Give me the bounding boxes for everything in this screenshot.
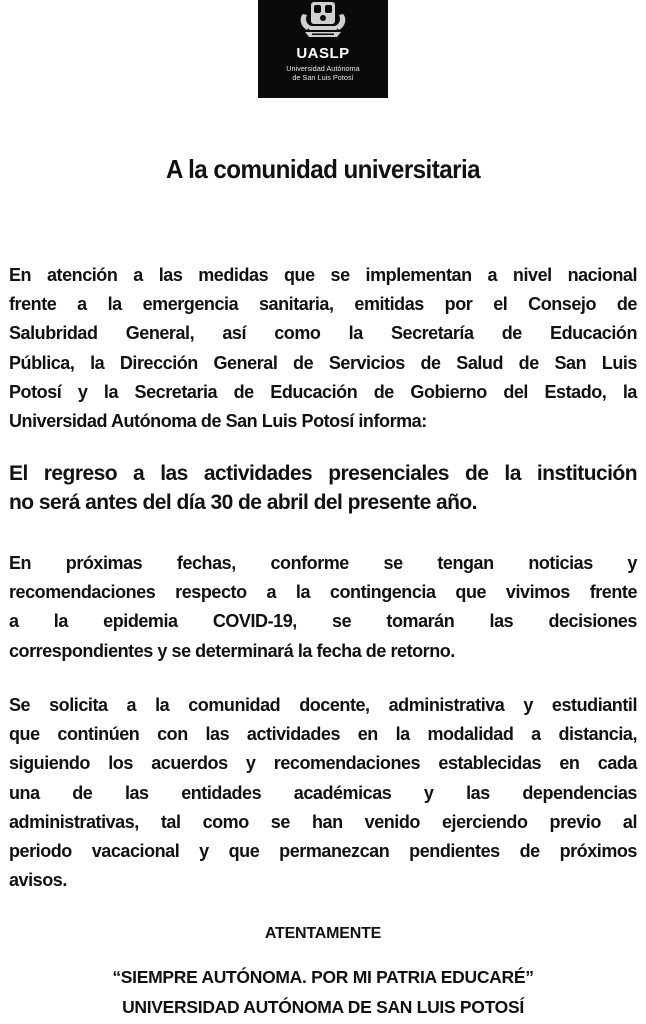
text-line: una de las entidades académicas y las dependencias xyxy=(9,782,637,803)
text-line: Pública, la Dirección General de Servicios de Salud de San Luis xyxy=(9,352,637,373)
text-line: El regreso a las actividades presenciales de la institución xyxy=(9,462,637,485)
closing-signature: UNIVERSIDAD AUTÓNOMA DE SAN LUIS POTOSÍ xyxy=(122,997,524,1017)
text-line: periodo vacacional y que permanezcan pendientes de próximos xyxy=(9,841,637,862)
text-line: Potosí y la Secretaria de Educación de Gobierno del Estado, la xyxy=(9,381,637,402)
text-line: frente a la emergencia sanitaria, emitidas por el Consejo de xyxy=(9,294,637,315)
text-line: avisos. xyxy=(9,870,67,891)
text-line: a la epidemia COVID-19, se tomarán las decisiones xyxy=(9,611,637,632)
text-line: recomendaciones respecto a la contingencia que vivimos frente xyxy=(9,582,637,603)
logo-subtitle-line2: de San Luis Potosí xyxy=(292,73,354,82)
text-line: En atención a las medidas que se implementan a nivel nacional xyxy=(9,265,637,285)
text-line: En próximas fechas, conforme se tengan noticias y xyxy=(9,553,637,573)
text-line: no será antes del día 30 de abril del presente año. xyxy=(9,491,477,514)
university-crest-icon xyxy=(297,0,349,40)
logo-acronym: UASLP xyxy=(296,45,350,62)
closing-salutation: ATENTAMENTE xyxy=(264,925,382,942)
paragraph-request xyxy=(9,691,637,895)
text-line: correspondientes y se determinará la fecha de retorno. xyxy=(9,640,455,661)
text-line: Se solicita a la comunidad docente, administrativa y estudiantil xyxy=(9,695,637,715)
text-line: Salubridad General, así como la Secretaría de Educación xyxy=(9,323,637,344)
paragraph-future-decisions xyxy=(9,549,637,666)
paragraph-key-announcement xyxy=(9,459,637,517)
logo-subtitle-line1: Universidad Autónoma xyxy=(286,64,360,73)
text-line: Universidad Autónoma de San Luis Potosí informa: xyxy=(9,411,427,432)
uaslp-logo xyxy=(258,0,388,98)
document-title: A la comunidad universitaria xyxy=(165,154,481,184)
text-line: administrativas, tal como se han venido ejerciendo previo al xyxy=(9,811,637,832)
paragraph-announcement-context xyxy=(9,261,637,436)
closing-motto: “SIEMPRE AUTÓNOMA. POR MI PATRIA EDUCARÉ” xyxy=(112,967,534,987)
text-line: siguiendo los acuerdos y recomendaciones establecidas en cada xyxy=(9,753,637,774)
text-line: que continúen con las actividades en la modalidad a distancia, xyxy=(9,724,637,745)
